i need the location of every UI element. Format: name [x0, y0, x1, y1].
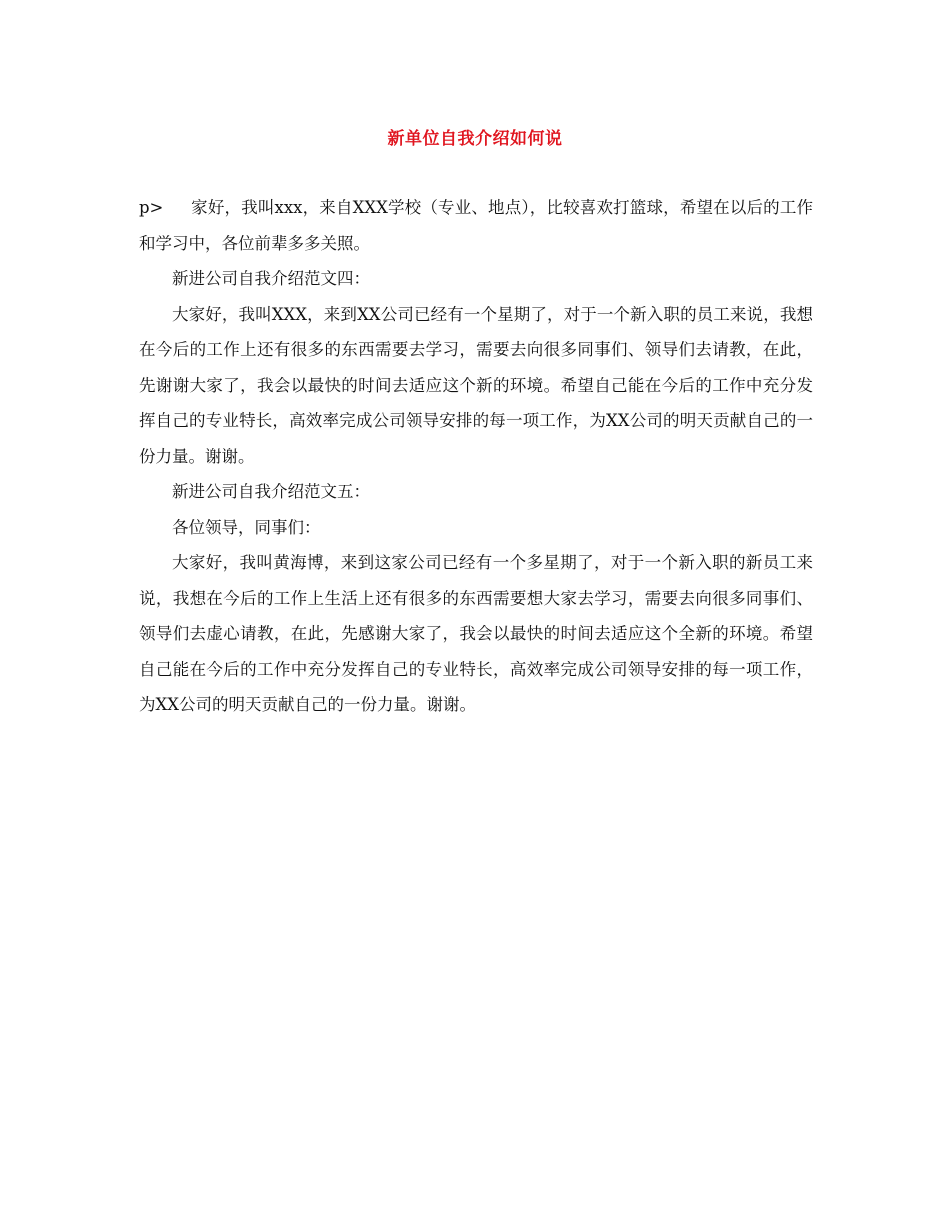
heading-sample-five: 新进公司自我介绍范文五：	[172, 482, 370, 501]
paragraph-sample-five: 大家好，我叫黄海博，来到这家公司已经有一个多星期了，对于一个新入职的新员工来说，我想在今后的工作上生活上还有很多的东西需要想大家去学习，需要去向很多同事们、领导们去虚心请教，在此，先感谢大家了，我会以最快的时间去适应这个全新的环境。希望自己能在今后的工作中充分发挥自己的专业特长，高效率完成公司领导安排的每一项工作，为XX公司的明天贡献自己的一份力量。谢谢。	[139, 553, 813, 714]
paragraph-lead-fragment: p>	[139, 198, 164, 217]
paragraph-greeting: 各位领导，同事们：	[172, 517, 321, 537]
paragraph-intro	[139, 190, 813, 261]
paragraph-intro-text: 家好，我叫xxx，来自XXX学校（专业、地点），比较喜欢打篮球，希望在以后的工作和学习中，各位前辈多多关照。	[139, 198, 813, 253]
document-body	[139, 190, 813, 723]
document-title: 新单位自我介绍如何说	[387, 129, 563, 149]
heading-sample-four: 新进公司自我介绍范文四：	[172, 269, 370, 288]
paragraph-sample-four: 大家好，我叫XXX，来到XX公司已经有一个星期了，对于一个新入职的员工来说，我想在今后的工作上还有很多的东西需要去学习，需要去向很多同事们、领导们去请教，在此，先谢谢大家了，我会以最快的时间去适应这个新的环境。希望自己能在今后的工作中充分发挥自己的专业特长，高效率完成公司领导安排的每一项工作，为XX公司的明天贡献自己的一份力量。谢谢。	[139, 304, 813, 466]
